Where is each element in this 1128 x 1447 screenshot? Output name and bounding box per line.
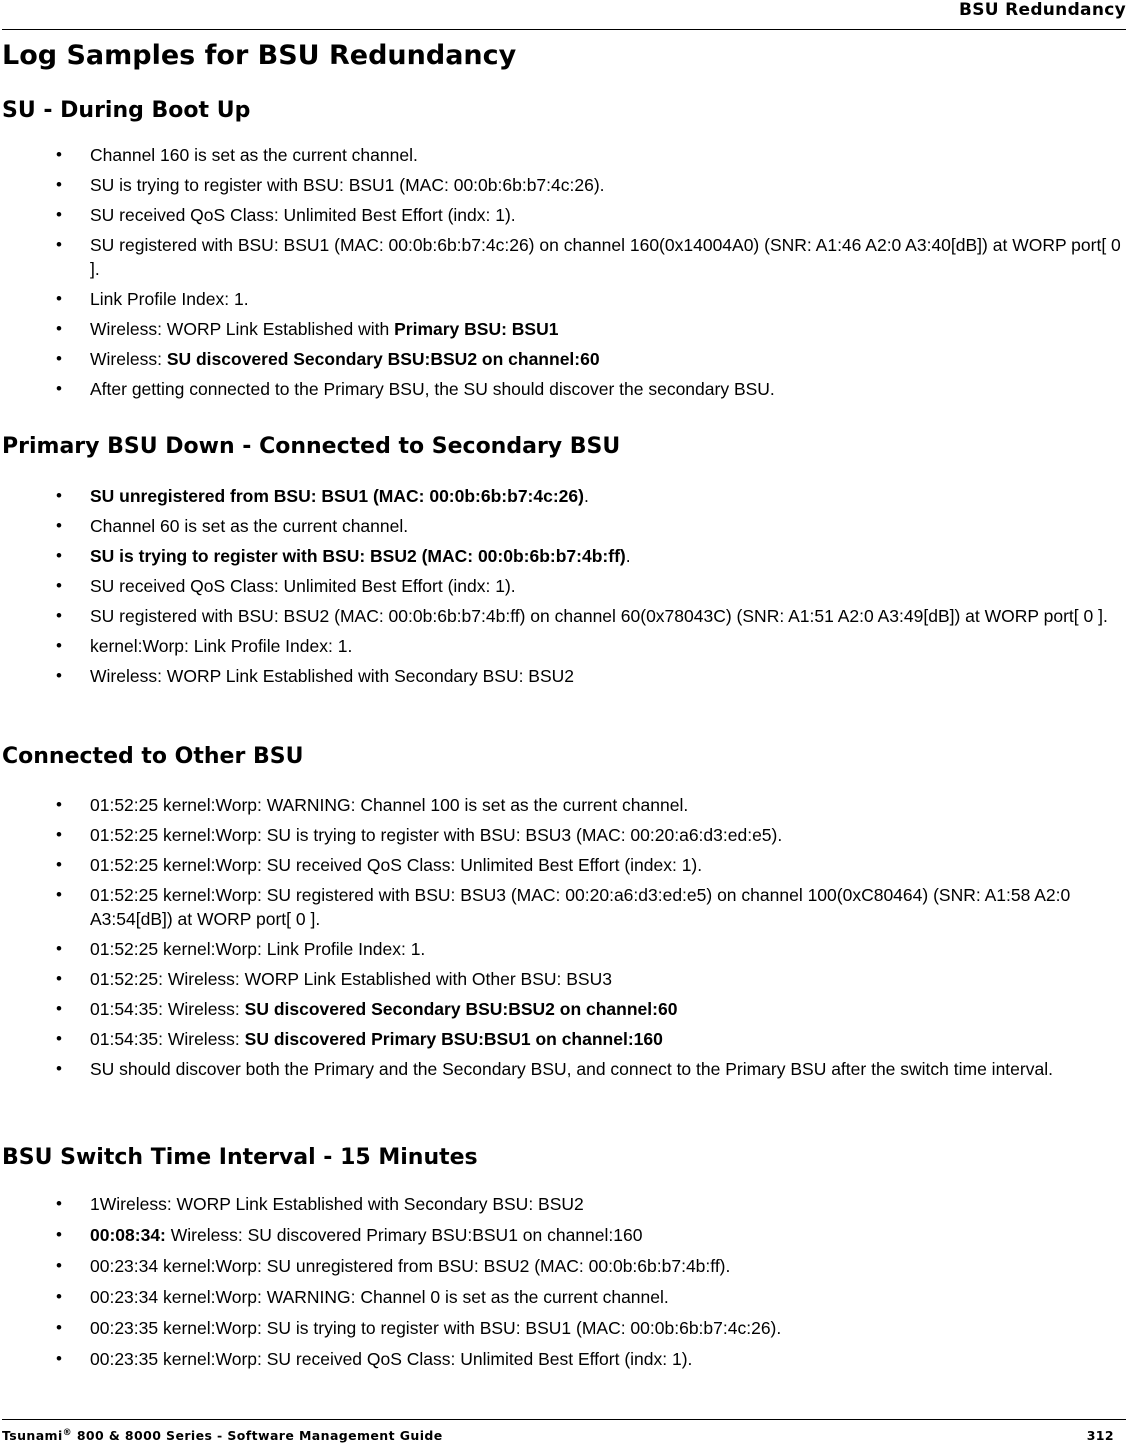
bullet-icon: • <box>56 999 62 1018</box>
running-header: BSU Redundancy <box>958 0 1126 20</box>
section-heading: BSU Switch Time Interval - 15 Minutes <box>2 1145 478 1170</box>
bullet-icon: • <box>56 636 62 655</box>
bullet-icon: • <box>56 175 62 194</box>
bullet-icon: • <box>56 546 62 565</box>
bullet-icon: • <box>56 1287 62 1306</box>
list-item: • kernel:Worp: Link Profile Index: 1. <box>56 636 353 656</box>
list-item: • Wireless: WORP Link Established with Primary BSU: BSU1 <box>56 319 559 339</box>
list-item: • SU is trying to register with BSU: BSU2 (MAC: 00:0b:6b:b7:4b:ff). <box>56 546 631 566</box>
bullet-icon: • <box>56 1029 62 1048</box>
bullet-icon: • <box>56 1225 62 1244</box>
list-item: • 00:23:35 kernel:Worp: SU is trying to register with BSU: BSU1 (MAC: 00:0b:6b:b7:4c:26). <box>56 1318 782 1338</box>
list-item: • Channel 60 is set as the current channel. <box>56 516 409 536</box>
list-item: • 00:23:34 kernel:Worp: SU unregistered from BSU: BSU2 (MAC: 00:0b:6b:b7:4b:ff). <box>56 1256 731 1276</box>
bullet-icon: • <box>56 1194 62 1213</box>
list-item: • Wireless: WORP Link Established with Secondary BSU: BSU2 <box>56 666 575 686</box>
guide-title: Tsunami® 800 & 8000 Series - Software Management Guide <box>2 1428 443 1444</box>
bullet-icon: • <box>56 289 62 308</box>
bullet-icon: • <box>56 1059 62 1078</box>
bullet-icon: • <box>56 235 62 254</box>
bullet-list <box>0 793 1126 1087</box>
list-item: • SU unregistered from BSU: BSU1 (MAC: 00:0b:6b:b7:4c:26). <box>56 486 589 506</box>
list-item: • 1Wireless: WORP Link Established with Secondary BSU: BSU2 <box>56 1194 584 1214</box>
page-footer <box>2 1428 1114 1443</box>
header-rule <box>2 29 1126 30</box>
footer-rule <box>2 1419 1126 1420</box>
list-item: • SU is trying to register with BSU: BSU1 (MAC: 00:0b:6b:b7:4c:26). <box>56 175 605 195</box>
bullet-icon: • <box>56 855 62 874</box>
bullet-icon: • <box>56 379 62 398</box>
bullet-icon: • <box>56 969 62 988</box>
bullet-icon: • <box>56 606 62 625</box>
list-item: • 00:08:34: Wireless: SU discovered Primary BSU:BSU1 on channel:160 <box>56 1225 643 1245</box>
list-item: • 01:52:25 kernel:Worp: SU received QoS Class: Unlimited Best Effort (index: 1). <box>56 855 703 875</box>
list-item: • 01:54:35: Wireless: SU discovered Primary BSU:BSU1 on channel:160 <box>56 1029 663 1049</box>
bullet-icon: • <box>56 666 62 685</box>
list-item: • 01:52:25 kernel:Worp: SU registered with BSU: BSU3 (MAC: 00:20:a6:d3:ed:e5) on channel 100(0xC80464) (SNR: A1:58 A2:0 A3:54[dB]) at WORP port[ 0 ]. <box>56 885 1071 929</box>
list-item: • 01:52:25 kernel:Worp: WARNING: Channel 100 is set as the current channel. <box>56 795 689 815</box>
page-title: Log Samples for BSU Redundancy <box>2 40 517 71</box>
bullet-icon: • <box>56 1349 62 1368</box>
section-heading: Primary BSU Down - Connected to Secondary BSU <box>2 434 621 459</box>
list-item: • 01:52:25: Wireless: WORP Link Established with Other BSU: BSU3 <box>56 969 612 989</box>
list-item: • 01:52:25 kernel:Worp: Link Profile Index: 1. <box>56 939 426 959</box>
page-number: 312 <box>1086 1428 1114 1443</box>
bullet-icon: • <box>56 1318 62 1337</box>
bullet-icon: • <box>56 825 62 844</box>
list-item: • 01:52:25 kernel:Worp: SU is trying to register with BSU: BSU3 (MAC: 00:20:a6:d3:ed:e5). <box>56 825 783 845</box>
bullet-icon: • <box>56 576 62 595</box>
bullet-icon: • <box>56 1256 62 1275</box>
list-item: • 01:54:35: Wireless: SU discovered Secondary BSU:BSU2 on channel:60 <box>56 999 678 1019</box>
bullet-icon: • <box>56 205 62 224</box>
bullet-icon: • <box>56 349 62 368</box>
list-item: • Channel 160 is set as the current channel. <box>56 145 418 165</box>
list-item: • After getting connected to the Primary BSU, the SU should discover the secondary BSU. <box>56 379 775 399</box>
list-item: • SU received QoS Class: Unlimited Best Effort (indx: 1). <box>56 576 516 596</box>
bullet-list <box>0 1192 1126 1378</box>
list-item: • SU registered with BSU: BSU2 (MAC: 00:0b:6b:b7:4b:ff) on channel 60(0x78043C) (SNR: A1:51 A2:0 A3:49[dB]) at WORP port[ 0 ]. <box>56 606 1108 626</box>
list-item: • SU received QoS Class: Unlimited Best Effort (indx: 1). <box>56 205 516 225</box>
list-item: • Link Profile Index: 1. <box>56 289 249 309</box>
list-item: • 00:23:35 kernel:Worp: SU received QoS Class: Unlimited Best Effort (indx: 1). <box>56 1349 693 1369</box>
list-item: • 00:23:34 kernel:Worp: WARNING: Channel 0 is set as the current channel. <box>56 1287 669 1307</box>
bullet-icon: • <box>56 795 62 814</box>
list-item: • Wireless: SU discovered Secondary BSU:BSU2 on channel:60 <box>56 349 600 369</box>
bullet-icon: • <box>56 486 62 505</box>
bullet-icon: • <box>56 319 62 338</box>
section-heading: Connected to Other BSU <box>2 744 304 769</box>
bullet-icon: • <box>56 885 62 904</box>
list-item: • SU should discover both the Primary and the Secondary BSU, and connect to the Primary BSU after the switch time interval. <box>56 1059 1053 1079</box>
bullet-icon: • <box>56 145 62 164</box>
list-item: • SU registered with BSU: BSU1 (MAC: 00:0b:6b:b7:4c:26) on channel 160(0x14004A0) (SNR: A1:46 A2:0 A3:40[dB]) at WORP port[ 0 ]. <box>56 235 1121 279</box>
section-heading: SU - During Boot Up <box>2 98 251 123</box>
bullet-icon: • <box>56 516 62 535</box>
bullet-icon: • <box>56 939 62 958</box>
bullet-list <box>0 143 1126 407</box>
bullet-list <box>0 484 1126 694</box>
